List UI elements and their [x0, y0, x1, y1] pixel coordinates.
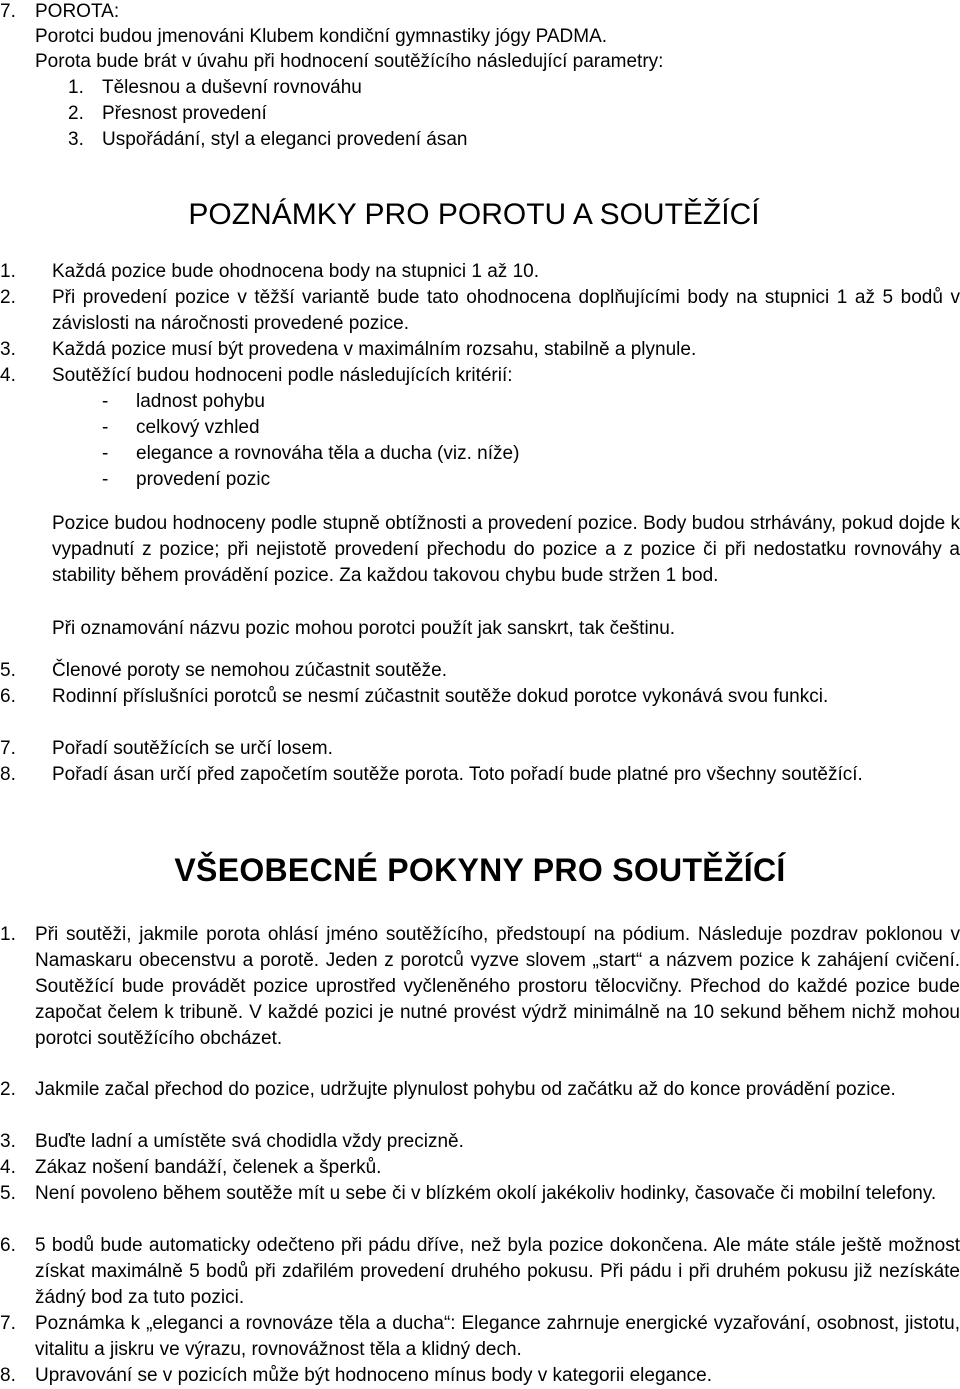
list-item: 5 bodů bude automaticky odečteno při pádu dříve, než byla pozice dokončena. Ale máte stále ještě možnost získat maximálně 5 bodů při zdařilém provedení druhého pokusu. Při pádu i při druhém pokusu již nezískáte žádný bod za tuto pozici. — [35, 1235, 960, 1308]
section-title: POROTA: — [35, 1, 120, 22]
paragraph: Pozice budou hodnoceny podle stupně obtížnosti a provedení pozice. Body budou strhávány, pokud dojde k vypadnutí z pozice; při nejistotě provedení přechodu do pozice a z pozice či při nedostatku rovnováhy a stability během provádění pozice. Za každou takovou chybu bude stržen 1 bod. — [52, 513, 960, 586]
list-item: Soutěžící budou hodnoceni podle následujících kritérií: — [52, 365, 513, 386]
list-number: 7. — [0, 738, 16, 759]
list-number: 4. — [0, 1157, 16, 1178]
list-item: Pořadí ásan určí před započetím soutěže porota. Toto pořadí bude platné pro všechny soutěžící. — [52, 764, 863, 785]
list-number: 4. — [0, 365, 16, 386]
criteria-item: elegance a rovnováha těla a ducha (viz. níže) — [136, 443, 520, 464]
list-number: 7. — [0, 1313, 16, 1334]
list-number: 6. — [0, 686, 16, 707]
dash-marker: - — [102, 469, 109, 490]
dash-marker: - — [102, 417, 109, 438]
list-number: 6. — [0, 1235, 16, 1256]
paragraph: Při oznamování názvu pozic mohou porotci použít jak sanskrt, tak češtinu. — [52, 618, 676, 639]
list-number: 3. — [0, 339, 16, 360]
list-item: Upravování se v pozicích může být hodnoceno mínus body v kategorii elegance. — [35, 1365, 712, 1386]
criteria-item: ladnost pohybu — [136, 391, 265, 412]
list-item: Členové poroty se nemohou zúčastnit soutěže. — [52, 660, 448, 681]
criteria-item: provedení pozic — [136, 469, 271, 490]
list-item: Při provedení pozice v těžší variantě bude tato ohodnocena doplňujícími body na stupnici 1 až 5 bodů v závislosti na náročnosti provedené pozice. — [52, 287, 960, 334]
list-item: Není povoleno během soutěže mít u sebe či v blízkém okolí jakékoliv hodinky, časovače či mobilní telefony. — [35, 1183, 937, 1204]
list-item: Buďte ladní a umístěte svá chodidla vždy precizně. — [35, 1131, 464, 1152]
list-item: Poznámka k „eleganci a rovnováze těla a ducha“: Elegance zahrnuje energické vyzařování, osobnost, jistotu, vitalitu a jiskru ve výrazu, rovnovážnost těla a klidný dech. — [35, 1313, 960, 1360]
heading-general: VŠEOBECNÉ POKYNY PRO SOUTĚŽÍCÍ — [174, 852, 786, 888]
list-item: Každá pozice bude ohodnocena body na stupnici 1 až 10. — [52, 261, 539, 282]
list-number: 8. — [0, 1365, 16, 1386]
dash-marker: - — [102, 443, 109, 464]
section-number: 7. — [0, 1, 16, 22]
list-item: Pořadí soutěžících se určí losem. — [52, 738, 333, 759]
list-number: 2. — [0, 1079, 16, 1100]
list-number: 3. — [68, 129, 84, 150]
heading-notes: POZNÁMKY PRO POROTU A SOUTĚŽÍCÍ — [188, 198, 760, 231]
paragraph: Porotci budou jmenováni Klubem kondiční gymnastiky jógy PADMA. — [35, 26, 608, 47]
dash-marker: - — [102, 391, 109, 412]
list-number: 3. — [0, 1131, 16, 1152]
list-number: 8. — [0, 764, 16, 785]
list-item: Při soutěži, jakmile porota ohlásí jméno soutěžícího, předstoupí na pódium. Následuje pozdrav poklonou v Namaskaru obecenstvu a porotě. Jeden z porotců vyzve slovem „start“ a názvem pozice k zahájení cvičení. Soutěžící bude provádět pozice uprostřed vyčleněného prostoru tělocvičny. Přechod do každé pozice bude započat čelem k tribuně. V každé pozici je nutné provést výdrž minimálně na 10 sekund během nichž mohou porotci soutěžícího obcházet. — [35, 924, 960, 1049]
list-item: Rodinní příslušníci porotců se nesmí zúčastnit soutěže dokud porotce vykonává svou funkci. — [52, 686, 829, 707]
list-number: 1. — [68, 77, 84, 98]
list-number: 2. — [68, 103, 84, 124]
list-number: 2. — [0, 287, 16, 308]
list-item: Jakmile začal přechod do pozice, udržujte plynulost pohybu od začátku až do konce provádění pozice. — [35, 1079, 896, 1100]
list-number: 1. — [0, 924, 16, 945]
list-number: 5. — [0, 1183, 16, 1204]
paragraph: Porota bude brát v úvahu při hodnocení soutěžícího následující parametry: — [35, 51, 664, 72]
list-number: 1. — [0, 261, 16, 282]
criteria-item: celkový vzhled — [136, 417, 260, 438]
list-item: Tělesnou a duševní rovnováhu — [102, 77, 362, 98]
list-item: Každá pozice musí být provedena v maximálním rozsahu, stabilně a plynule. — [52, 339, 697, 360]
list-number: 5. — [0, 660, 16, 681]
list-item: Přesnost provedení — [102, 103, 267, 124]
list-item: Zákaz nošení bandáží, čelenek a šperků. — [35, 1157, 382, 1178]
list-item: Uspořádání, styl a eleganci provedení ásan — [102, 129, 468, 150]
